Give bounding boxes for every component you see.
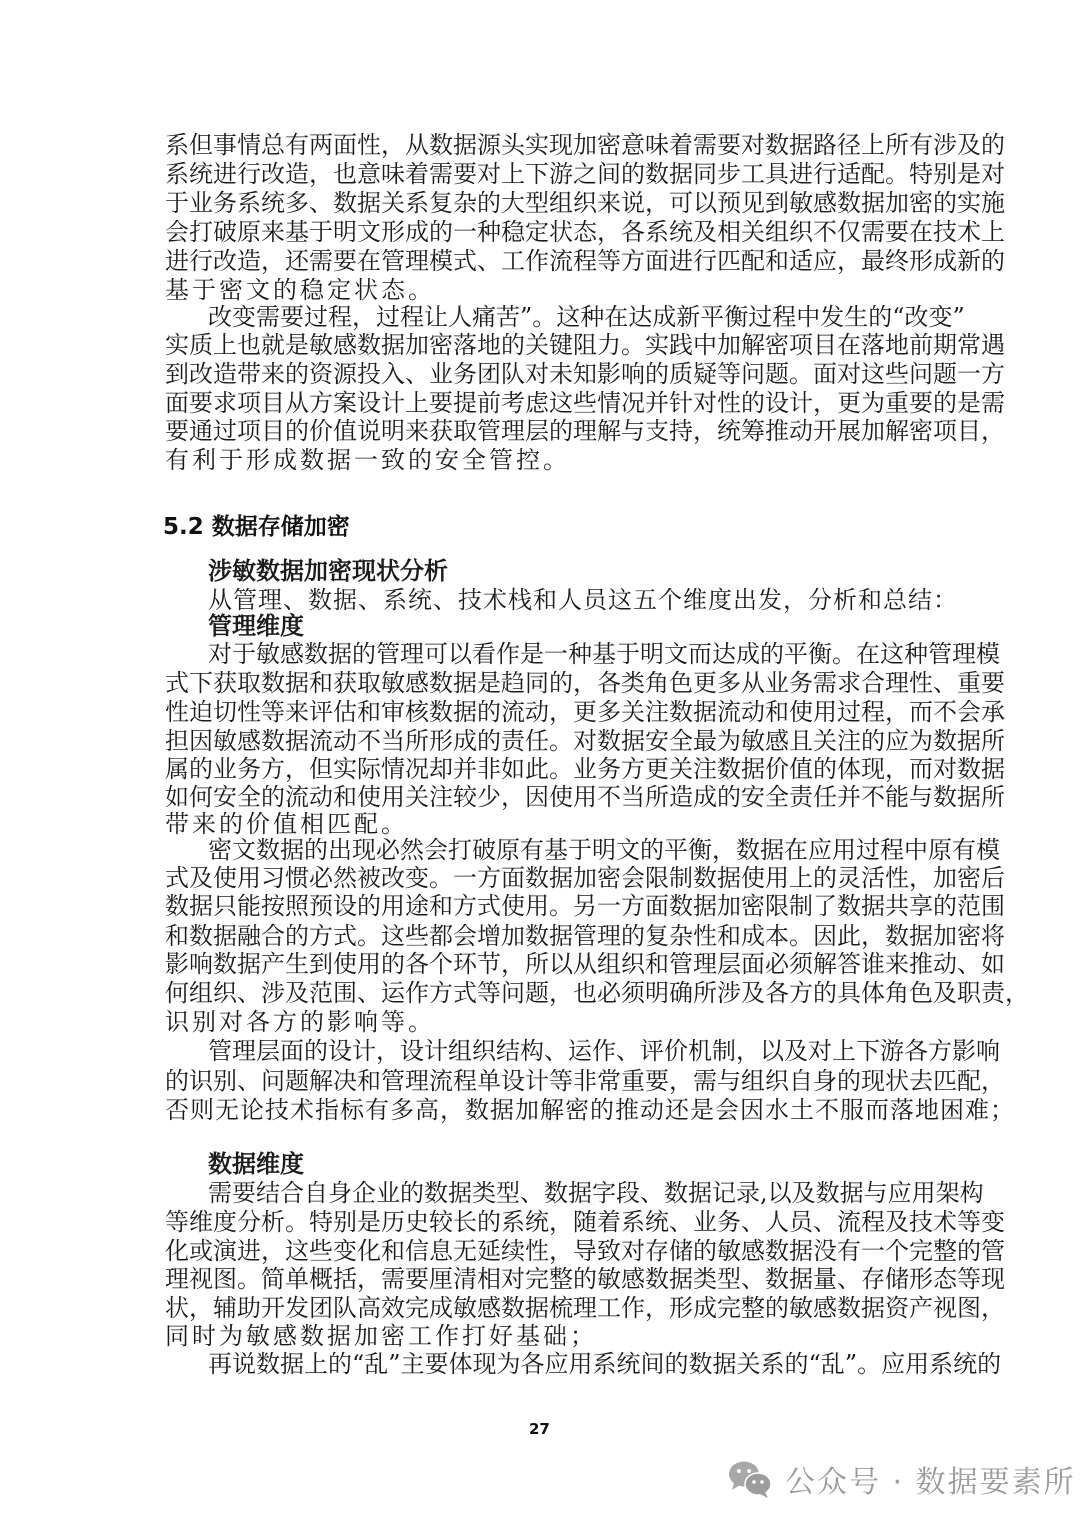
body-line: 再说数据上的“乱”主要体现为各应用系统间的数据关系的“乱”。应用系统的 [208, 1350, 1002, 1378]
body-line: 的识别、问题解决和管理流程单设计等非常重要，需与组织自身的现状去匹配， [165, 1067, 1005, 1095]
body-line: 会打破原来基于明文形成的一种稳定状态，各系统及相关组织不仅需要在技术上 [165, 218, 1005, 246]
body-line: 同时为敏感数据加密工作打好基础； [165, 1322, 597, 1350]
body-line: 要通过项目的价值说明来获取管理层的理解与支持，统筹推动开展加解密项目， [165, 417, 1005, 445]
body-line: 密文数据的出现必然会打破原有基于明文的平衡，数据在应用过程中原有模 [208, 836, 1000, 864]
body-line: 基于密文的稳定状态。 [165, 276, 435, 304]
body-line: 系但事情总有两面性，从数据源头实现加密意味着需要对数据路径上所有涉及的 [165, 131, 1005, 159]
body-line: 何组织、涉及范围、运作方式等问题，也必须明确所涉及各方的具体角色及职责， [165, 979, 1029, 1007]
body-line: 否则无论技术指标有多高，数据加解密的推动还是会因水土不服而落地困难； [165, 1096, 1015, 1124]
body-line: 系统进行改造，也意味着需要对上下游之间的数据同步工具进行适配。特别是对 [165, 160, 1005, 188]
body-line: 担因敏感数据流动不当所形成的责任。对数据安全最为敏感且关注的应为数据所 [165, 727, 1005, 755]
body-line: 数据只能按照预设的用途和方式使用。另一方面数据加密限制了数据共享的范围 [165, 892, 1005, 920]
body-line: 状，辅助开发团队高效完成敏感数据梳理工作，形成完整的敏感数据资产视图， [165, 1294, 1005, 1322]
body-line: 到改造带来的资源投入、业务团队对未知影响的质疑等问题。面对这些问题一方 [165, 360, 1005, 388]
body-line: 于业务系统多、数据关系复杂的大型组织来说，可以预见到敏感数据加密的实施 [165, 189, 1005, 217]
body-line: 带来的价值相匹配。 [165, 810, 408, 838]
body-line: 需要结合自身企业的数据类型、数据字段、数据记录,以及数据与应用架构 [208, 1179, 984, 1207]
body-line: 属的业务方，但实际情况却并非如此。业务方更关注数据价值的体现，而对数据 [165, 755, 1005, 783]
body-line: 理视图。简单概括，需要厘清相对完整的敏感数据类型、数据量、存储形态等现 [165, 1265, 1005, 1293]
body-line: 如何安全的流动和使用关注较少，因使用不当所造成的安全责任并不能与数据所 [165, 783, 1005, 811]
body-line: 等维度分析。特别是历史较长的系统，随着系统、业务、人员、流程及技术等变 [165, 1208, 1005, 1236]
subsection-intro: 从管理、数据、系统、技术栈和人员这五个维度出发，分析和总结： [208, 586, 958, 614]
body-line: 式及使用习惯必然被改变。一方面数据加密会限制数据使用上的灵活性，加密后 [165, 864, 1005, 892]
body-line: 性迫切性等来评估和审核数据的流动，更多关注数据流动和使用过程，而不会承 [165, 698, 1005, 726]
dimension-title-data: 数据维度 [208, 1150, 304, 1178]
body-line: 和数据融合的方式。这些都会增加数据管理的复杂性和成本。因此，数据加密将 [165, 922, 1005, 950]
body-line: 识别对各方的影响等。 [165, 1008, 435, 1036]
body-line: 影响数据产生到使用的各个环节，所以从组织和管理层面必须解答谁来推动、如 [165, 950, 1005, 978]
watermark-text: 公众号 · 数据要素所 [785, 1465, 1076, 1500]
section-heading: 5.2 数据存储加密 [163, 514, 350, 540]
body-line: 面要求项目从方案设计上要提前考虑这些情况并针对性的设计，更为重要的是需 [165, 389, 1005, 417]
dimension-title-management: 管理维度 [208, 612, 304, 640]
body-line: 式下获取数据和获取敏感数据是趋同的，各类角色更多从业务需求合理性、重要 [165, 669, 1005, 697]
watermark [727, 1456, 1076, 1502]
body-line: 改变需要过程，过程让人痛苦”。这种在达成新平衡过程中发生的“改变” [208, 303, 965, 331]
body-line: 对于敏感数据的管理可以看作是一种基于明文而达成的平衡。在这种管理模 [208, 640, 1000, 668]
body-line: 实质上也就是敏感数据加密落地的关键阻力。实践中加解密项目在落地前期常遇 [165, 331, 1005, 359]
body-line: 化或演进，这些变化和信息无延续性，导致对存储的敏感数据没有一个完整的管 [165, 1237, 1005, 1265]
body-line: 有利于形成数据一致的安全管控。 [165, 446, 570, 474]
page-number: 27 [529, 1420, 550, 1438]
wechat-icon [727, 1459, 773, 1499]
body-line: 进行改造，还需要在管理模式、工作流程等方面进行匹配和适应，最终形成新的 [165, 247, 1005, 275]
subsection-title: 涉敏数据加密现状分析 [208, 557, 448, 585]
body-line: 管理层面的设计，设计组织结构、运作、评价机制，以及对上下游各方影响 [208, 1037, 1000, 1065]
